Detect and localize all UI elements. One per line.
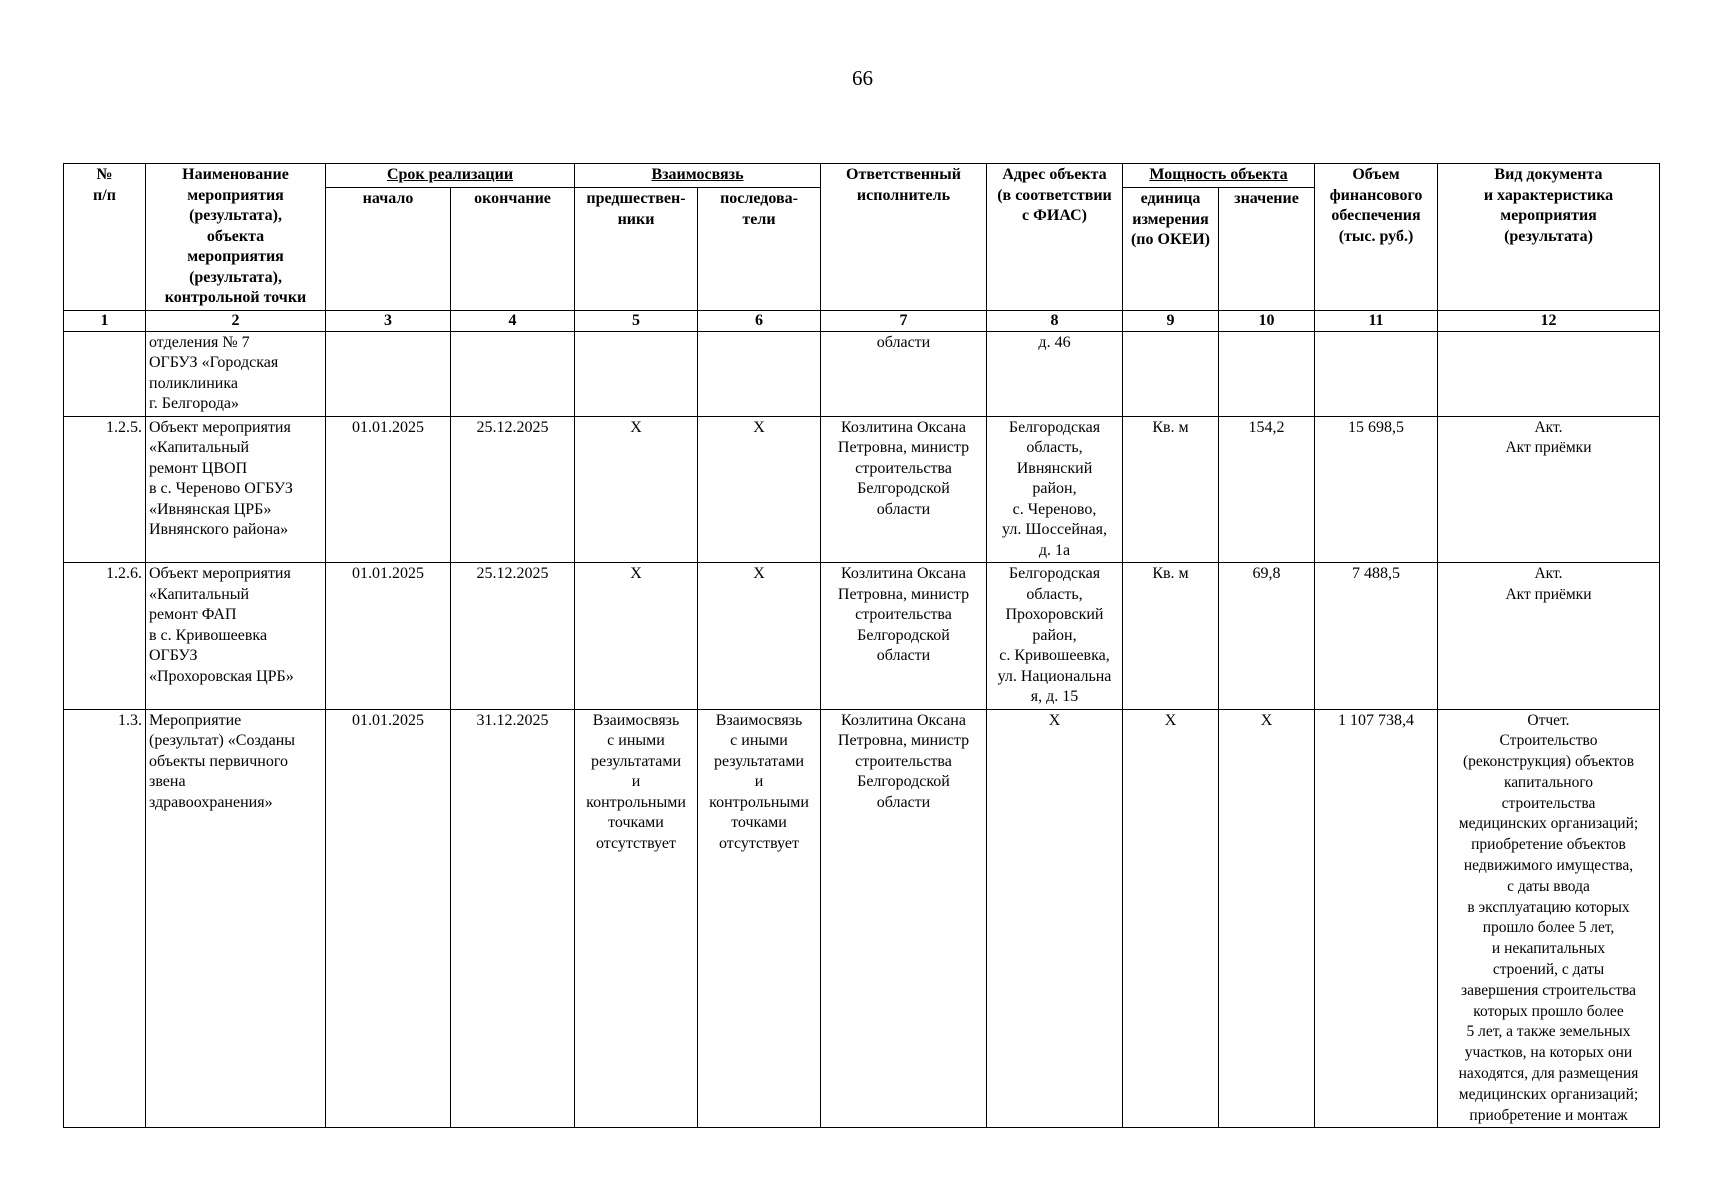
header-measure-name: Наименование мероприятия (результата), объекта мероприятия (результата), контрольной точки xyxy=(146,164,326,311)
end-date xyxy=(451,331,575,416)
header-unit: единица измерения (по ОКЕИ) xyxy=(1123,188,1219,310)
row-number: 1.2.6. xyxy=(64,563,146,710)
header-document: Вид документа и характеристика мероприятия (результата) xyxy=(1438,164,1660,311)
start-date: 01.01.2025 xyxy=(326,709,451,1128)
start-date: 01.01.2025 xyxy=(326,416,451,563)
column-number: 5 xyxy=(575,310,698,331)
row-number: 1.2.5. xyxy=(64,416,146,563)
finance xyxy=(1315,331,1438,416)
end-date: 25.12.2025 xyxy=(451,416,575,563)
successors xyxy=(698,331,821,416)
predecessors: Х xyxy=(575,563,698,710)
header-responsible: Ответственный исполнитель xyxy=(821,164,987,311)
document-type xyxy=(1438,331,1660,416)
predecessors: Взаимосвязь с иными результатами и контрольными точками отсутствует xyxy=(575,709,698,1128)
address: Х xyxy=(987,709,1123,1128)
unit xyxy=(1123,331,1219,416)
document-type: Акт. Акт приёмки xyxy=(1438,416,1660,563)
address: д. 46 xyxy=(987,331,1123,416)
responsible: Козлитина Оксана Петровна, министр строительства Белгородской области xyxy=(821,563,987,710)
measure-name: Объект мероприятия «Капитальный ремонт ЦВОП в с. Череново ОГБУЗ «Ивнянская ЦРБ» Ивнянского района» xyxy=(146,416,326,563)
address: Белгородская область, Прохоровский район, с. Кривошеевка, ул. Национальна я, д. 15 xyxy=(987,563,1123,710)
row-number xyxy=(64,331,146,416)
column-number: 10 xyxy=(1219,310,1315,331)
column-number: 2 xyxy=(146,310,326,331)
measure-name: отделения № 7 ОГБУЗ «Городская поликлиника г. Белгорода» xyxy=(146,331,326,416)
measure-name: Объект мероприятия «Капитальный ремонт ФАП в с. Кривошеевка ОГБУЗ «Прохоровская ЦРБ» xyxy=(146,563,326,710)
predecessors: Х xyxy=(575,416,698,563)
column-number: 4 xyxy=(451,310,575,331)
table-header xyxy=(64,164,1660,332)
successors: Х xyxy=(698,416,821,563)
column-number: 7 xyxy=(821,310,987,331)
responsible: Козлитина Оксана Петровна, министр строительства Белгородской области xyxy=(821,416,987,563)
header-value: значение xyxy=(1219,188,1315,310)
successors: Х xyxy=(698,563,821,710)
finance: 15 698,5 xyxy=(1315,416,1438,563)
table-body xyxy=(64,331,1660,1128)
header-address: Адрес объекта (в соответствии с ФИАС) xyxy=(987,164,1123,311)
column-number: 12 xyxy=(1438,310,1660,331)
header-finance: Объем финансового обеспечения (тыс. руб.) xyxy=(1315,164,1438,311)
finance: 1 107 738,4 xyxy=(1315,709,1438,1128)
column-number: 8 xyxy=(987,310,1123,331)
unit: Х xyxy=(1123,709,1219,1128)
document-type: Отчет. Строительство (реконструкция) объектов капитального строительства медицинских организаций; приобретение объектов недвижимого имущества, с даты ввода в эксплуатацию которых прошло более 5 лет, и некапитальных строений, с даты завершения строительства которых прошло более 5 лет, а также земельных участков, на которых они находятся, для размещения медицинских организаций; приобретение и монтаж xyxy=(1438,709,1660,1128)
column-number: 6 xyxy=(698,310,821,331)
header-link: Взаимосвязь xyxy=(575,164,821,188)
header-row-number: № п/п xyxy=(64,164,146,311)
responsible: области xyxy=(821,331,987,416)
start-date: 01.01.2025 xyxy=(326,563,451,710)
finance: 7 488,5 xyxy=(1315,563,1438,710)
unit: Кв. м xyxy=(1123,416,1219,563)
value: Х xyxy=(1219,709,1315,1128)
measures-table xyxy=(63,163,1660,1128)
header-link-prev: предшествен- ники xyxy=(575,188,698,310)
predecessors xyxy=(575,331,698,416)
end-date: 25.12.2025 xyxy=(451,563,575,710)
header-link-next: последова- тели xyxy=(698,188,821,310)
row-number: 1.3. xyxy=(64,709,146,1128)
measure-name: Мероприятие (результат) «Созданы объекты первичного звена здравоохранения» xyxy=(146,709,326,1128)
column-number: 1 xyxy=(64,310,146,331)
header-term-end: окончание xyxy=(451,188,575,310)
header-capacity: Мощность объекта xyxy=(1123,164,1315,188)
column-number: 11 xyxy=(1315,310,1438,331)
successors: Взаимосвязь с иными результатами и контрольными точками отсутствует xyxy=(698,709,821,1128)
column-number: 9 xyxy=(1123,310,1219,331)
table-row xyxy=(64,416,1660,563)
header-term: Срок реализации xyxy=(326,164,575,188)
address: Белгородская область, Ивнянский район, с. Череново, ул. Шоссейная, д. 1а xyxy=(987,416,1123,563)
column-numbers-row xyxy=(64,310,1660,331)
document-type: Акт. Акт приёмки xyxy=(1438,563,1660,710)
value xyxy=(1219,331,1315,416)
header-term-start: начало xyxy=(326,188,451,310)
table-row xyxy=(64,331,1660,416)
table-row xyxy=(64,563,1660,710)
table-row xyxy=(64,709,1660,1128)
end-date: 31.12.2025 xyxy=(451,709,575,1128)
value: 154,2 xyxy=(1219,416,1315,563)
value: 69,8 xyxy=(1219,563,1315,710)
responsible: Козлитина Оксана Петровна, министр строительства Белгородской области xyxy=(821,709,987,1128)
unit: Кв. м xyxy=(1123,563,1219,710)
page-number: 66 xyxy=(852,66,873,90)
start-date xyxy=(326,331,451,416)
column-number: 3 xyxy=(326,310,451,331)
